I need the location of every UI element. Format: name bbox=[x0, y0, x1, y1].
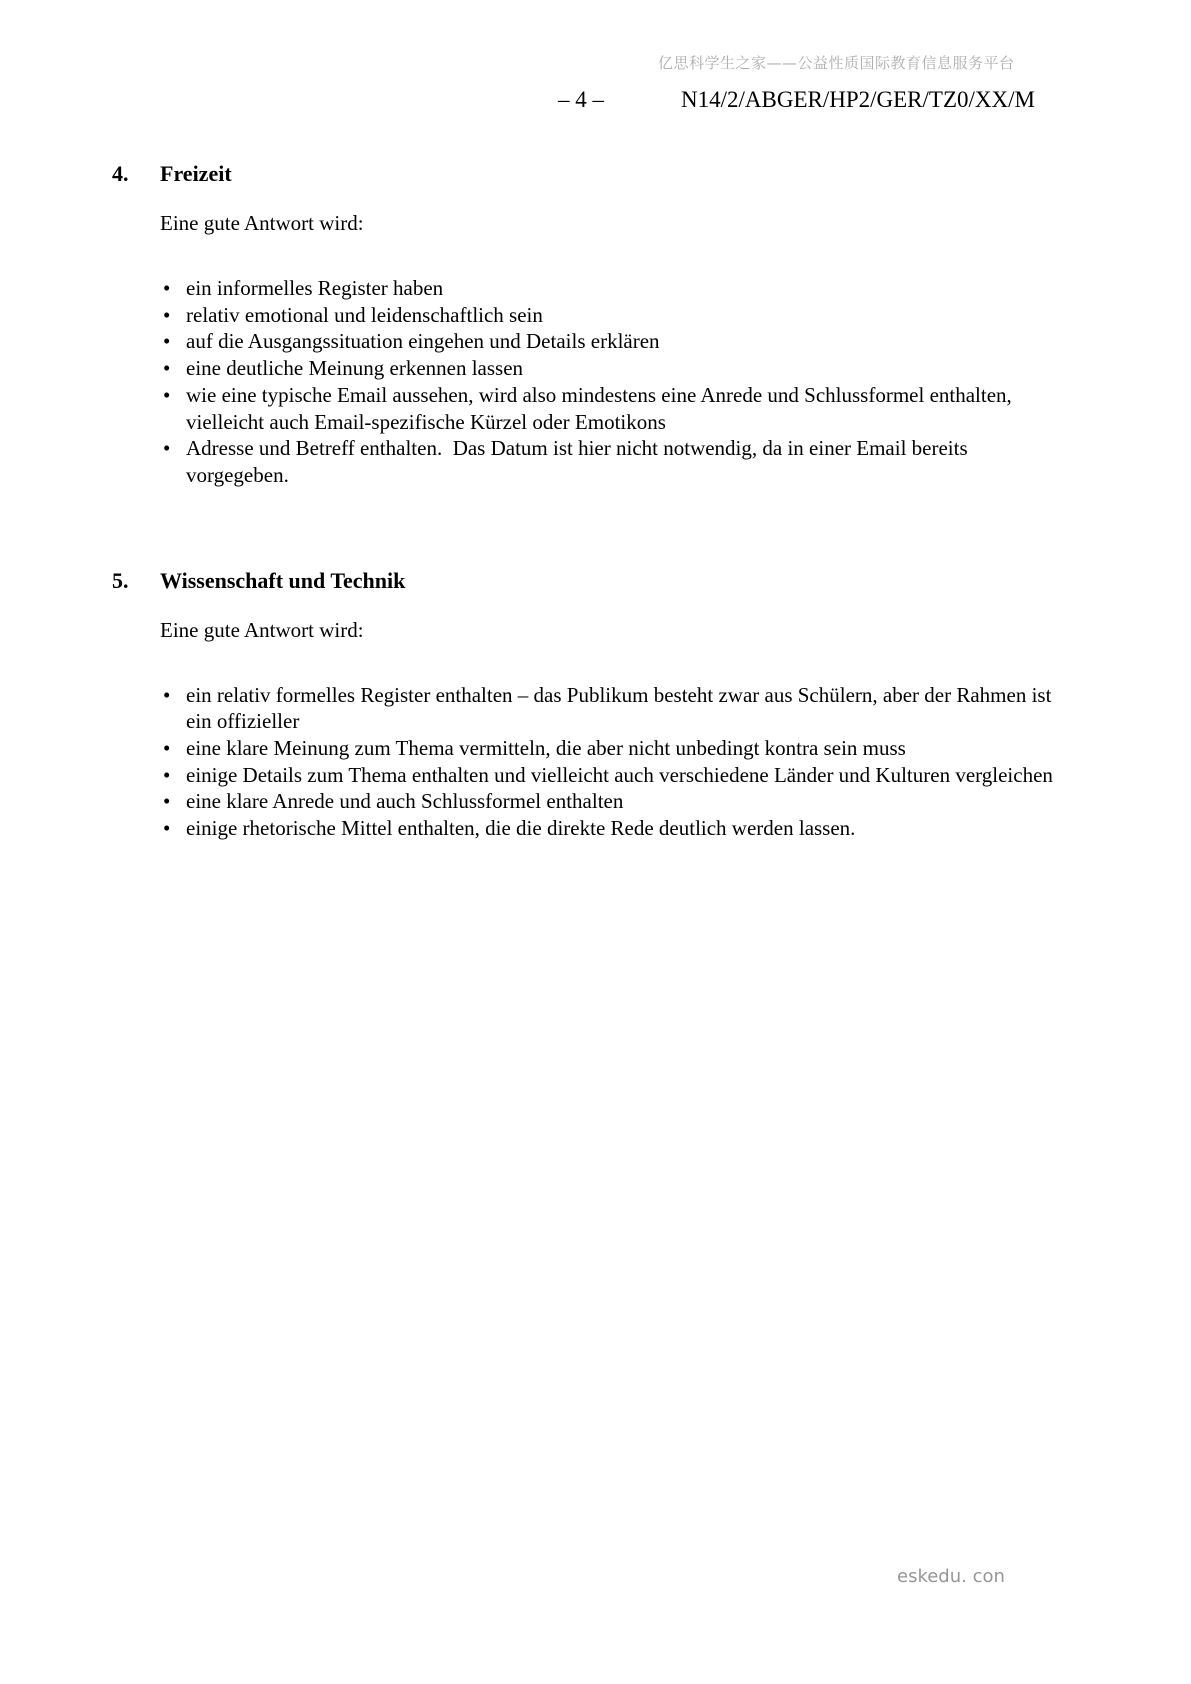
bullet-item: • ein relativ formelles Register enthalten – das Publikum besteht zwar aus Schülern, aber der Rahmen ist ein offizieller bbox=[160, 682, 1062, 735]
bullet-item: • ein informelles Register haben bbox=[160, 275, 1062, 302]
bullet-item: • einige Details zum Thema enthalten und vielleicht auch verschiedene Länder und Kulturen vergleichen bbox=[160, 762, 1062, 789]
bullet-item: • auf die Ausgangssituation eingehen und Details erklären bbox=[160, 328, 1062, 355]
document-content bbox=[112, 160, 1062, 842]
bullet-item: • eine deutliche Meinung erkennen lassen bbox=[160, 355, 1062, 382]
top-watermark-text: 亿思科学生之家——公益性质国际教育信息服务平台 bbox=[658, 54, 1015, 72]
section-wissenschaft-und-technik bbox=[112, 567, 1062, 842]
bullet-item: • Adresse und Betreff enthalten. Das Datum ist hier nicht notwendig, da in einer Email bereits vorgegeben. bbox=[160, 435, 1062, 488]
exam-paper-code: N14/2/ABGER/HP2/GER/TZ0/XX/M bbox=[681, 87, 1035, 112]
section-title: Wissenschaft und Technik bbox=[160, 567, 406, 593]
section-heading bbox=[112, 567, 1062, 595]
bottom-watermark-text: eskedu. con bbox=[897, 1566, 1005, 1587]
bullet-item: • eine klare Meinung zum Thema vermitteln, die aber nicht unbedingt kontra sein muss bbox=[160, 735, 1062, 762]
section-title: Freizeit bbox=[160, 161, 232, 186]
bullet-item: • eine klare Anrede und auch Schlussformel enthalten bbox=[160, 788, 1062, 815]
bullet-item: • einige rhetorische Mittel enthalten, die die direkte Rede deutlich werden lassen. bbox=[160, 815, 1062, 842]
section-number: 4. bbox=[112, 161, 129, 186]
section-intro: Eine gute Antwort wird: bbox=[160, 211, 364, 235]
section-intro: Eine gute Antwort wird: bbox=[160, 617, 364, 642]
section-number: 5. bbox=[112, 567, 129, 593]
page-number: – 4 – bbox=[558, 87, 604, 112]
bullet-item: • relativ emotional und leidenschaftlich sein bbox=[160, 302, 1062, 329]
section-freizeit bbox=[112, 160, 1062, 489]
page-header bbox=[0, 86, 1191, 116]
bullet-list bbox=[160, 275, 1062, 489]
bullet-item: • wie eine typische Email aussehen, wird also mindestens eine Anrede und Schlussformel enthalten, vielleicht auch Email-spezifische Kürzel oder Emotikons bbox=[160, 382, 1062, 435]
bullet-list bbox=[160, 682, 1062, 842]
section-heading bbox=[112, 160, 1062, 188]
